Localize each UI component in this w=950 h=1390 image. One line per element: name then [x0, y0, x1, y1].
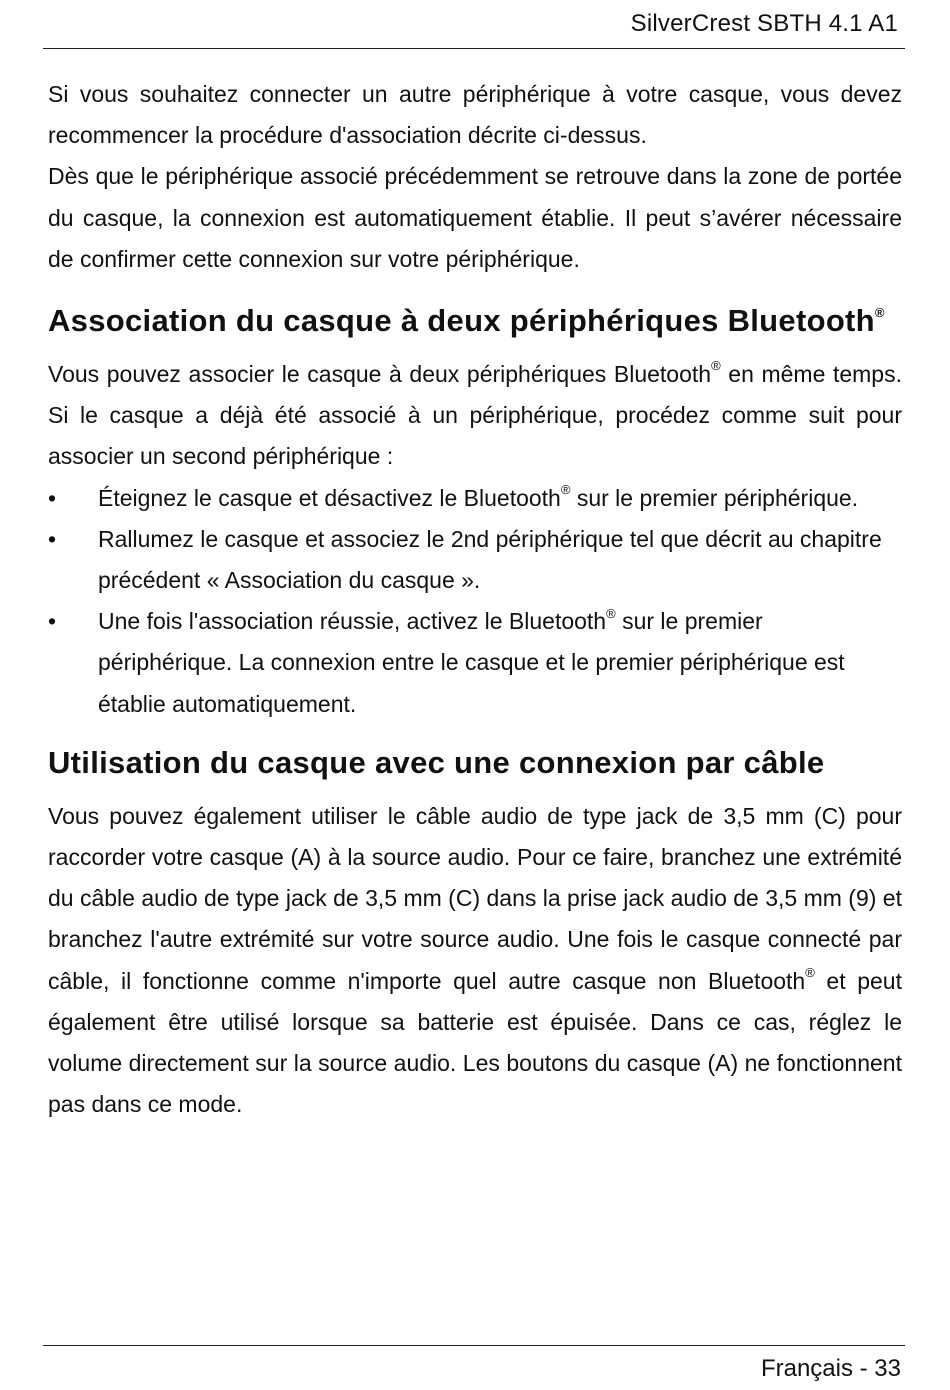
intro-paragraph-1: Si vous souhaitez connecter un autre périphérique à votre casque, vous devez recommencer la procédure d'association décrite ci-dessus. — [48, 81, 902, 149]
list-item — [48, 601, 902, 725]
section-heading-text: Association du casque à deux périphériques Bluetooth — [48, 303, 875, 339]
bullet-glyph: • — [48, 484, 57, 511]
steps-list — [48, 478, 902, 725]
page-content — [48, 74, 902, 1125]
section-heading-two-devices — [48, 294, 902, 347]
section1-text-b: en même temps. Si le casque a déjà été associé à un périphérique, procédez comme suit pour associer un second périphérique : — [48, 361, 902, 470]
header-rule — [43, 48, 905, 49]
bullet-glyph: • — [48, 525, 57, 552]
registered-mark: ® — [805, 965, 815, 980]
registered-mark: ® — [711, 358, 721, 374]
section-heading-cable: Utilisation du casque avec une connexion par câble — [48, 744, 825, 780]
list-item-text-b: sur le premier périphérique. La connexion entre le casque et le premier périphérique est établie automatiquement. — [98, 608, 845, 717]
section2-text-b: et peut également être utilisé lorsque sa batterie est épuisée. Dans ce cas, réglez le volume directement sur la source audio. Les boutons du casque (A) ne fonctionnent pas dans ce mode. — [48, 967, 902, 1118]
section1-text-a: Vous pouvez associer le casque à deux périphériques Bluetooth — [48, 361, 712, 388]
list-item-text-a: Éteignez le casque et désactivez le Bluetooth — [98, 484, 561, 511]
list-item — [48, 519, 902, 601]
footer-rule — [43, 1345, 905, 1346]
list-item-text-a: Une fois l'association réussie, activez le Bluetooth — [98, 608, 607, 635]
intro-paragraph-2: Dès que le périphérique associé précédemment se retrouve dans la zone de portée du casque, la connexion est automatiquement établie. Il peut s’avérer nécessaire de confirmer cette connexion sur votre périphérique. — [48, 163, 902, 272]
section2-paragraph — [48, 796, 902, 1126]
registered-mark: ® — [560, 481, 571, 497]
registered-mark: ® — [606, 605, 616, 621]
list-item — [48, 478, 902, 519]
bullet-glyph: • — [48, 608, 57, 635]
list-item-text-b: sur le premier périphérique. — [570, 484, 859, 511]
section1-paragraph — [48, 354, 902, 478]
page-number: Français - 33 — [760, 1355, 901, 1382]
section2-text-a: Vous pouvez également utiliser le câble audio de type jack de 3,5 mm (C) pour raccorder votre casque (A) à la source audio. Pour ce faire, branchez une extrémité du câble audio de type jack de 3,5 mm (C) dans la prise jack audio de 3,5 mm (9) et branchez l'autre extrémité sur votre source audio. Une fois le casque connecté par câble, il fonctionne comme n'importe quel autre casque non Bluetooth — [48, 802, 902, 994]
registered-mark: ® — [874, 304, 885, 320]
running-header: SilverCrest SBTH 4.1 A1 — [630, 10, 898, 37]
list-item-text-a: Rallumez le casque et associez le 2nd périphérique tel que décrit au chapitre précédent « Association du casque ». — [98, 525, 882, 594]
